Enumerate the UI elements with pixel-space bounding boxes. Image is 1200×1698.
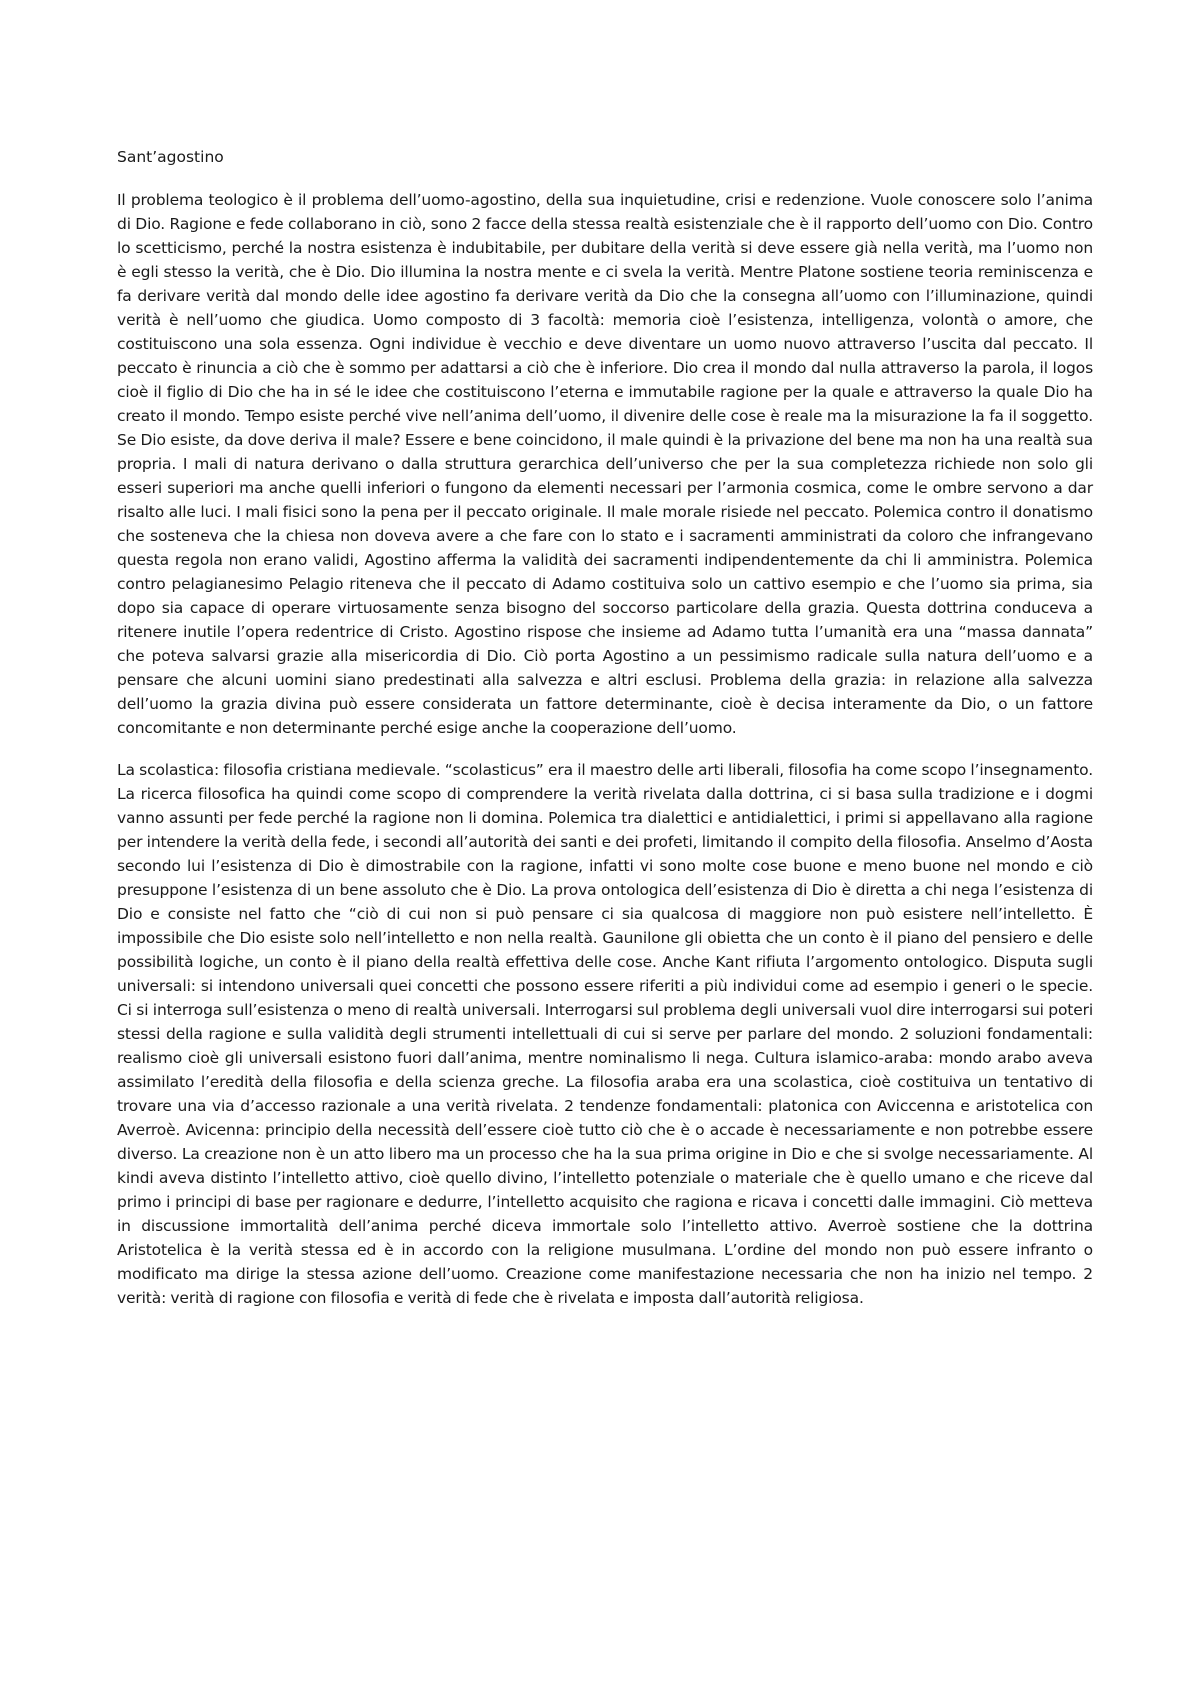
document-title: Sant’agostino xyxy=(117,148,224,166)
paragraph-scolastica: La scolastica: filosofia cristiana medievale. “scolasticus” era il maestro delle arti liberali, filosofia ha come scopo l’insegnamento. La ricerca filosofica ha quindi come scopo di comprendere la verità rivelata dalla dottrina, ci si basa sulla tradizione e i dogmi vanno assunti per fede perché la ragione non li domina. Polemica tra dialettici e antidialettici, i primi si appellavano alla ragione per intendere la verità della fede, i secondi all’autorità dei santi e dei profeti, limitando il compito della filosofia. Anselmo d’Aosta secondo lui l’esistenza di Dio è dimostrabile con la ragione, infatti vi sono molte cose buone e meno buone nel mondo e ciò presuppone l’esistenza di un bene assoluto che è Dio. La prova ontologica dell’esistenza di Dio è diretta a chi nega l’esistenza di Dio e consiste nel fatto che “ciò di cui non si può pensare ci sia qualcosa di maggiore non può esistere nell’intelletto. È impossibile che Dio esiste solo nell’intelletto e non nella realtà. Gaunilone gli obietta che un conto è il piano del pensiero e delle possibilità logiche, un conto è il piano della realtà effettiva delle cose. Anche Kant rifiuta l’argomento ontologico. Disputa sugli universali: si intendono universali quei concetti che possono essere riferiti a più individui come ad esempio i generi o le specie. Ci si interroga sull’esistenza o meno di realtà universali. Interrogarsi sul problema degli universali vuol dire interrogarsi sui poteri stessi della ragione e sulla validità degli strumenti intellettuali di cui si serve per parlare del mondo. 2 soluzioni fondamentali: realismo cioè gli universali esistono fuori dall’anima, mentre nominalismo li nega. Cultura islamico-araba: mondo arabo aveva assimilato l’eredità della filosofia e della scienza greche. La filosofia araba era una scolastica, cioè costituiva un tentativo di trovare una via d’accesso razionale a una verità rivelata. 2 tendenze fondamentali: platonica con Aviccenna e aristotelica con Averroè. Avicenna: principio della necessità dell’essere cioè tutto ciò che è o accade è necessariamente e non potrebbe essere diverso. La creazione non è un atto libero ma un processo che ha la sua prima origine in Dio e che si svolge necessariamente. Al kindi aveva distinto l’intelletto attivo, cioè quello divino, l’intelletto potenziale o materiale che è quello umano e che riceve dal primo i principi di base per ragionare e dedurre, l’intelletto acquisito che ragiona e ricava i concetti dalle immagini. Ciò metteva in discussione immortalità dell’anima perché diceva immortale solo l’intelletto attivo. Averroè sostiene che la dottrina Aristotelica è la verità stessa ed è in accordo con la religione musulmana. L’ordine del mondo non può essere infranto o modificato ma dirige la stessa azione dell’uomo. Creazione come manifestazione necessaria che non ha inizio nel tempo. 2 verità: verità di ragione con filosofia e verità di fede che è rivelata e imposta dall’autorità religiosa. xyxy=(117,761,1093,1307)
document-page xyxy=(117,146,1093,1328)
paragraph-agostino: Il problema teologico è il problema dell’uomo-agostino, della sua inquietudine, crisi e redenzione. Vuole conoscere solo l’anima di Dio. Ragione e fede collaborano in ciò, sono 2 facce della stessa realtà esistenziale che è il rapporto dell’uomo con Dio. Contro lo scetticismo, perché la nostra esistenza è indubitabile, per dubitare della verità si deve essere già nella verità, ma l’uomo non è egli stesso la verità, che è Dio. Dio illumina la nostra mente e ci svela la verità. Mentre Platone sostiene teoria reminiscenza e fa derivare verità dal mondo delle idee agostino fa derivare verità da Dio che la consegna all’uomo con l’illuminazione, quindi verità è nell’uomo che giudica. Uomo composto di 3 facoltà: memoria cioè l’esistenza, intelligenza, volontà o amore, che costituiscono una sola essenza. Ogni individue è vecchio e deve diventare un uomo nuovo attraverso l’uscita dal peccato. Il peccato è rinuncia a ciò che è sommo per adattarsi a ciò che è inferiore. Dio crea il mondo dal nulla attraverso la parola, il logos cioè il figlio di Dio che ha in sé le idee che costituiscono l’eterna e immutabile ragione per la quale e attraverso la quale Dio ha creato il mondo. Tempo esiste perché vive nell’anima dell’uomo, il divenire delle cose è reale ma la misurazione la fa il soggetto. Se Dio esiste, da dove deriva il male? Essere e bene coincidono, il male quindi è la privazione del bene ma non ha una realtà sua propria. I mali di natura derivano o dalla struttura gerarchica dell’universo che per la sua completezza richiede non solo gli esseri superiori ma anche quelli inferiori o fungono da elementi necessari per l’armonia cosmica, come le ombre servono a dar risalto alle luci. I mali fisici sono la pena per il peccato originale. Il male morale risiede nel peccato. Polemica contro il donatismo che sosteneva che la chiesa non doveva avere a che fare con lo stato e i sacramenti amministrati da coloro che infrangevano questa regola non erano validi, Agostino afferma la validità dei sacramenti indipendentemente da chi li amministra. Polemica contro pelagianesimo Pelagio riteneva che il peccato di Adamo costituiva solo un cattivo esempio e che l’uomo sia prima, sia dopo sia capace di operare virtuosamente senza bisogno del soccorso particolare della grazia. Questa dottrina conduceva a ritenere inutile l’opera redentrice di Cristo. Agostino rispose che insieme ad Adamo tutta l’umanità era una “massa dannata” che poteva salvarsi grazie alla misericordia di Dio. Ciò porta Agostino a un pessimismo radicale sulla natura dell’uomo e a pensare che alcuni uomini siano predestinati alla salvezza e altri esclusi. Problema della grazia: in relazione alla salvezza dell’uomo la grazia divina può essere considerata un fattore determinante, cioè è decisa interamente da Dio, o un fattore concomitante e non determinante perché esige anche la cooperazione dell’uomo. xyxy=(117,191,1093,737)
